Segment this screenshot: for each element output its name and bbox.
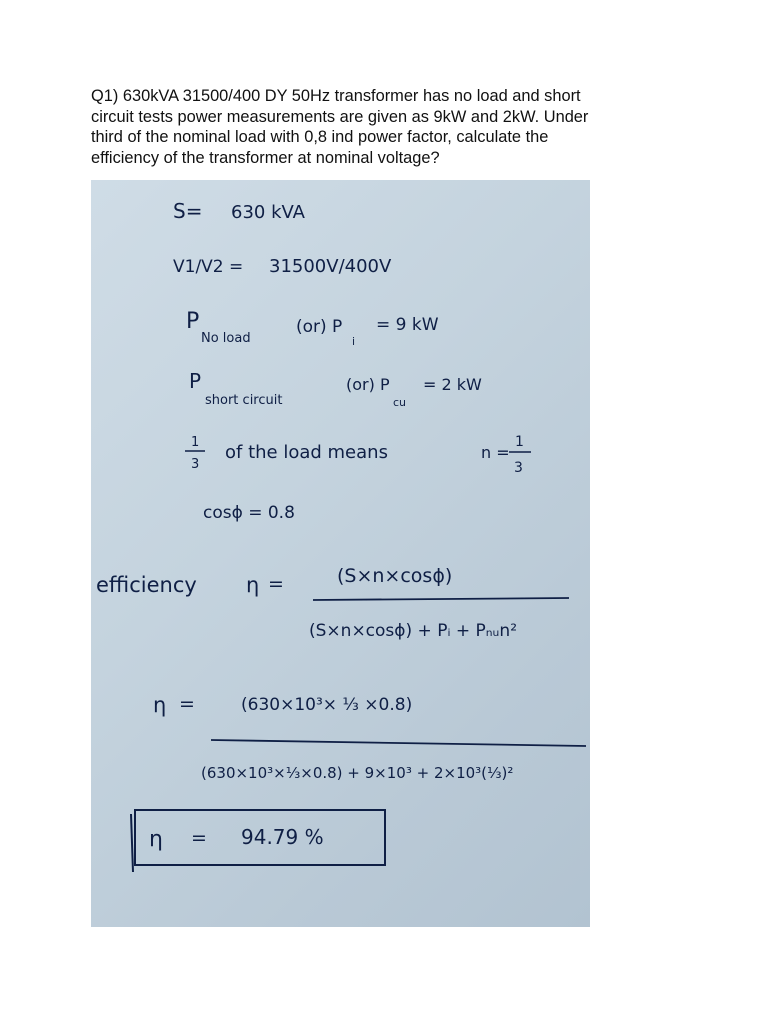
handwritten-solution-svg — [91, 180, 590, 927]
formula-denominator: (S×n×cosϕ) + Pᵢ + Pₙᵤn² — [309, 621, 518, 641]
substituted-fraction-bar — [211, 740, 586, 746]
eta-symbol-result: η — [149, 827, 163, 852]
question-line-3: third of the nominal load with 0,8 ind power factor, calculate the — [91, 128, 549, 147]
n-denominator: 3 — [514, 460, 523, 476]
n-numerator: 1 — [515, 434, 524, 450]
s-value: 630 kVA — [231, 202, 305, 223]
result-box-extra-stroke — [131, 814, 133, 872]
p-short-or: (or) P — [346, 375, 390, 394]
p-noload-or: (or) P — [296, 317, 343, 337]
n-equals: n = — [481, 443, 510, 462]
voltage-ratio-label: V1/V2 = — [173, 257, 244, 277]
question-text — [91, 86, 651, 168]
power-factor: cosϕ = 0.8 — [203, 503, 295, 523]
fraction-denominator: 3 — [191, 457, 200, 472]
efficiency-word: efficiency — [96, 573, 197, 597]
formula-fraction-bar — [313, 598, 569, 600]
question-line-1: Q1) 630kVA 31500/400 DY 50Hz transformer has no load and short — [91, 87, 581, 105]
p-noload-symbol: P — [186, 309, 200, 334]
substituted-numerator: (630×10³× ⅓ ×0.8) — [241, 695, 413, 715]
p-cu-subscript: cu — [393, 396, 407, 409]
eta-symbol-2: η — [153, 693, 167, 717]
voltage-ratio-value: 31500V/400V — [269, 256, 392, 277]
p-short-symbol: P — [189, 369, 202, 393]
equals-result: = — [191, 827, 207, 849]
p-short-subscript: short circuit — [205, 393, 283, 408]
formula-numerator: (S×n×cosϕ) — [337, 565, 453, 587]
s-label: S= — [173, 199, 203, 223]
p-short-value: = 2 kW — [423, 375, 482, 394]
p-i-subscript: i — [352, 335, 356, 348]
question-line-4: efficiency of the transformer at nominal voltage? — [91, 148, 440, 167]
load-text: of the load means — [225, 442, 388, 463]
equals-2: = — [179, 693, 195, 715]
equals-1: = — [268, 573, 284, 595]
substituted-denominator: (630×10³×⅓×0.8) + 9×10³ + 2×10³(⅓)² — [201, 764, 514, 782]
question-line-2: circuit tests power measurements are given as 9kW and 2kW. Under — [91, 107, 589, 126]
eta-symbol-1: η — [246, 573, 260, 597]
fraction-numerator: 1 — [191, 435, 200, 450]
p-noload-value: = 9 kW — [376, 315, 439, 335]
handwritten-solution-photo — [91, 180, 590, 927]
p-noload-subscript: No load — [201, 331, 251, 346]
result-value: 94.79 % — [241, 825, 324, 849]
